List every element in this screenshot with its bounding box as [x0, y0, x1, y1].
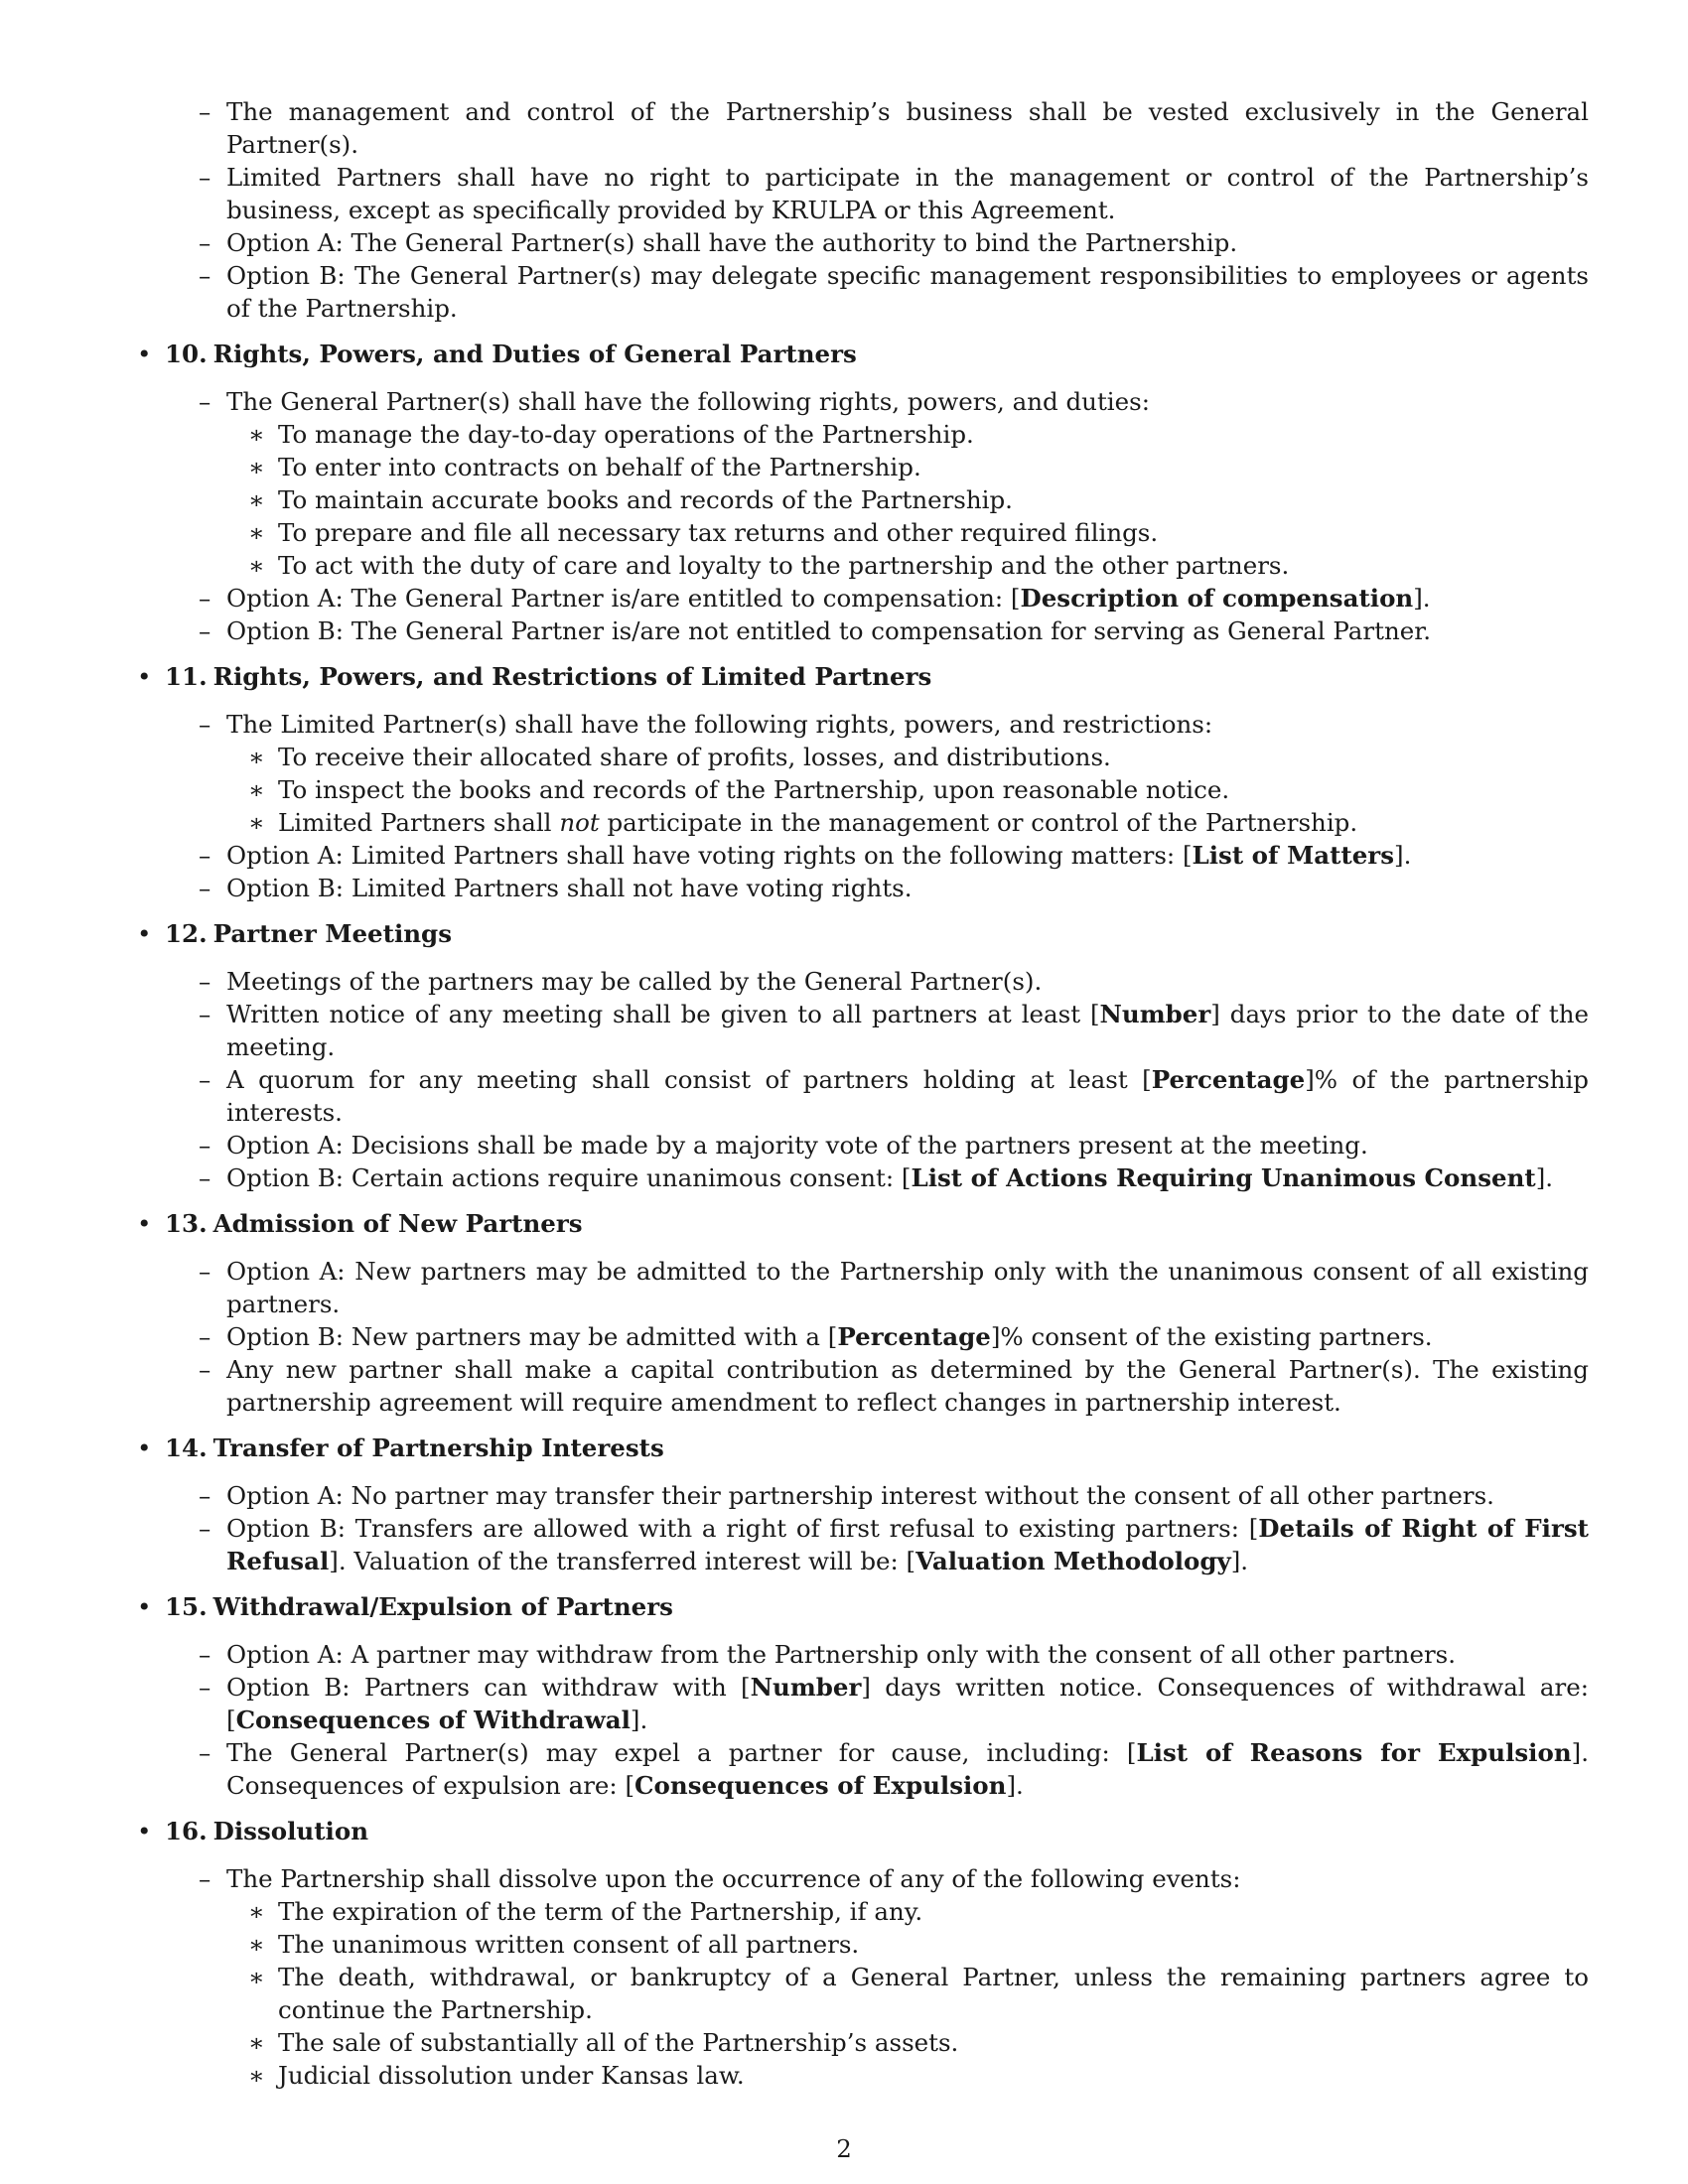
text: ] days written notice. Consequences of withdrawal are: [	[226, 1673, 1590, 1734]
text: Option B: Transfers are allowed with a right of first refusal to existing partners: [	[226, 1514, 1259, 1543]
list-item: – Option A: A partner may withdraw from the Partnership only with the consent of all other partners.	[129, 1638, 1589, 1671]
section-number: 14.	[165, 1433, 208, 1462]
list-item: – The General Partner(s) shall have the following rights, powers, and duties:	[129, 385, 1589, 418]
text: The General Partner(s) may expel a partner for cause, including: [	[226, 1738, 1137, 1767]
placeholder-field: Percentage	[1151, 1065, 1306, 1094]
placeholder-field: Consequences of Expulsion	[634, 1771, 1007, 1800]
list-item: – Option B: The General Partner(s) may delegate specific management responsibilities to employees or agents of the Partnership.	[129, 259, 1589, 325]
section-heading-13	[129, 1207, 1589, 1240]
list-item: – Option B: The General Partner is/are not entitled to compensation for serving as General Partner.	[129, 614, 1589, 647]
text: ] days prior to the date of the meeting.	[226, 1000, 1589, 1061]
list-item: – The Partnership shall dissolve upon the occurrence of any of the following events:	[129, 1862, 1589, 1895]
text: Option B: Partners can withdraw with [	[226, 1673, 751, 1702]
list-item: – The management and control of the Partnership’s business shall be vested exclusively in the General Partner(s).	[129, 95, 1589, 161]
section-heading-12	[129, 917, 1589, 950]
list-item: – Option A: New partners may be admitted to the Partnership only with the unanimous consent of all existing partners.	[129, 1255, 1589, 1320]
section-title: Partner Meetings	[212, 919, 452, 948]
list-item: – Option A: Decisions shall be made by a majority vote of the partners present at the meeting.	[129, 1129, 1589, 1161]
sub-list-item: ∗ To receive their allocated share of profits, losses, and distributions.	[129, 741, 1589, 773]
text: ].	[1535, 1163, 1554, 1192]
section-heading-11	[129, 660, 1589, 693]
list-item: – Option B: Limited Partners shall not have voting rights.	[129, 872, 1589, 904]
sub-list-item: ∗ Judicial dissolution under Kansas law.	[129, 2059, 1589, 2092]
section-title: Withdrawal/Expulsion of Partners	[212, 1592, 673, 1621]
section-heading-15	[129, 1590, 1589, 1623]
text: ].	[1006, 1771, 1024, 1800]
list-item	[129, 582, 1589, 614]
list-item	[129, 1736, 1589, 1802]
text: ].	[1413, 584, 1431, 613]
page-number: 2	[836, 2134, 852, 2163]
list-item	[129, 1161, 1589, 1194]
text: ]% of the partnership interests.	[226, 1065, 1589, 1127]
text: ]. Consequences of expulsion are: [	[226, 1738, 1589, 1800]
placeholder-field: List of Reasons for Expulsion	[1136, 1738, 1572, 1767]
text: ]% consent of the existing partners.	[990, 1322, 1433, 1351]
text: ].	[630, 1706, 648, 1734]
placeholder-field: Description of compensation	[1020, 584, 1414, 613]
list-item	[129, 1512, 1589, 1577]
section-number: 10.	[165, 340, 208, 368]
placeholder-field: Details of Right of First Refusal	[226, 1514, 1589, 1575]
placeholder-field: List of Actions Requiring Unanimous Consent	[911, 1163, 1536, 1192]
list-item: – Limited Partners shall have no right to participate in the management or control of the Partnership’s business, except as specifically provided by KRULPA or this Agreement.	[129, 161, 1589, 226]
sub-list-item	[129, 806, 1589, 839]
list-item	[129, 1671, 1589, 1736]
placeholder-field: Consequences of Withdrawal	[235, 1706, 631, 1734]
sub-list-item: ∗ To enter into contracts on behalf of the Partnership.	[129, 451, 1589, 483]
sub-list-item: ∗ To prepare and file all necessary tax returns and other required filings.	[129, 516, 1589, 549]
sub-list-item: ∗ To manage the day-to-day operations of the Partnership.	[129, 418, 1589, 451]
document-page	[129, 95, 1589, 2092]
text: ].	[1394, 841, 1412, 870]
placeholder-field: Percentage	[837, 1322, 991, 1351]
section-title: Rights, Powers, and Duties of General Partners	[212, 340, 857, 368]
list-item	[129, 1320, 1589, 1353]
section-title: Transfer of Partnership Interests	[212, 1433, 664, 1462]
sub-list-item: ∗ The sale of substantially all of the Partnership’s assets.	[129, 2026, 1589, 2059]
list-item: – Any new partner shall make a capital contribution as determined by the General Partner(s). The existing partnership agreement will require amendment to reflect changes in partnership interest.	[129, 1353, 1589, 1419]
list-item	[129, 998, 1589, 1063]
list-item	[129, 839, 1589, 872]
section-number: 16.	[165, 1817, 208, 1845]
section-heading-16	[129, 1815, 1589, 1847]
text: A quorum for any meeting shall consist of partners holding at least [	[226, 1065, 1152, 1094]
section-title: Rights, Powers, and Restrictions of Limited Partners	[212, 662, 932, 691]
sub-list-item: ∗ To act with the duty of care and loyalty to the partnership and the other partners.	[129, 549, 1589, 582]
list-item	[129, 1063, 1589, 1129]
text: Limited Partners shall	[278, 808, 560, 837]
section-number: 13.	[165, 1209, 208, 1238]
section-number: 15.	[165, 1592, 208, 1621]
list-item: – The Limited Partner(s) shall have the following rights, powers, and restrictions:	[129, 708, 1589, 741]
placeholder-field: List of Matters	[1192, 841, 1395, 870]
sub-list-item: ∗ The death, withdrawal, or bankruptcy of a General Partner, unless the remaining partners agree to continue the Partnership.	[129, 1961, 1589, 2026]
text: Written notice of any meeting shall be given to all partners at least [	[226, 1000, 1100, 1028]
placeholder-field: Valuation Methodology	[915, 1547, 1231, 1575]
list-item: – Option A: The General Partner(s) shall have the authority to bind the Partnership.	[129, 226, 1589, 259]
text: Option A: Limited Partners shall have voting rights on the following matters: [	[226, 841, 1193, 870]
emphasis: not	[559, 808, 600, 837]
section-title: Admission of New Partners	[212, 1209, 583, 1238]
placeholder-field: Number	[750, 1673, 862, 1702]
sub-list-item: ∗ The unanimous written consent of all partners.	[129, 1928, 1589, 1961]
text: ].	[1230, 1547, 1249, 1575]
section-title: Dissolution	[212, 1817, 369, 1845]
sub-list-item: ∗ To inspect the books and records of the Partnership, upon reasonable notice.	[129, 773, 1589, 806]
sub-list-item: ∗ To maintain accurate books and records of the Partnership.	[129, 483, 1589, 516]
text: ]. Valuation of the transferred interest will be: [	[329, 1547, 916, 1575]
text: Option B: New partners may be admitted with a [	[226, 1322, 838, 1351]
section-number: 11.	[165, 662, 208, 691]
text: Option A: The General Partner is/are entitled to compensation: [	[226, 584, 1021, 613]
section-number: 12.	[165, 919, 208, 948]
list-item: – Option A: No partner may transfer their partnership interest without the consent of all other partners.	[129, 1479, 1589, 1512]
sub-list-item: ∗ The expiration of the term of the Partnership, if any.	[129, 1895, 1589, 1928]
list-item: – Meetings of the partners may be called by the General Partner(s).	[129, 965, 1589, 998]
section-heading-10	[129, 338, 1589, 370]
section-heading-14	[129, 1432, 1589, 1464]
text: Option B: Certain actions require unanimous consent: [	[226, 1163, 912, 1192]
placeholder-field: Number	[1099, 1000, 1211, 1028]
text: participate in the management or control of the Partnership.	[599, 808, 1358, 837]
